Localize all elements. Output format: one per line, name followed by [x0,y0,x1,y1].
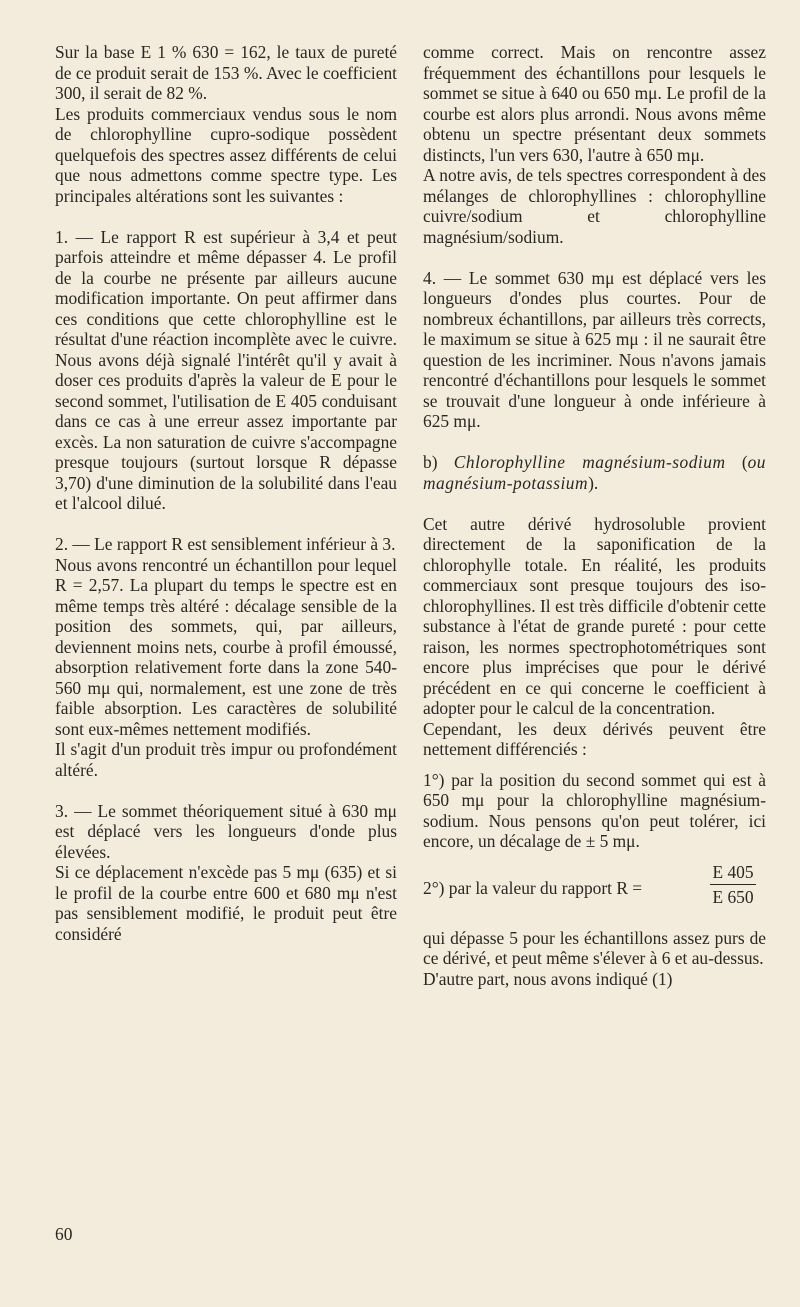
heading-subtitle: ou magnésium-potassium [423,452,766,493]
page-number: 60 [55,1224,73,1244]
heading-open: ( [741,452,748,472]
paragraph: comme correct. Mais on rencontre assez fréquemment des échantillons pour lesquels le sommet se situe à 640 ou 650 mμ. Le profil de la courbe est alors plus arrondi. Nous avons même obtenu un spectre présentant deux sommets distincts, l'un vers 630, l'autre à 650 mμ. [423,42,766,165]
paragraph: 3. — Le sommet théoriquement situé à 630 mμ est déplacé vers les longueurs d'onde plus élevées. [55,800,397,862]
formula-fraction [706,862,760,908]
section-heading [423,452,766,493]
left-column [55,42,397,944]
paragraph: Sur la base E 1 % 630 = 162, le taux de pureté de ce produit serait de 153 %. Avec le coefficient 300, il serait de 82 %. [55,42,397,103]
paragraph: Les produits commerciaux vendus sous le nom de chlorophylline cupro-sodique possèdent quelquefois des spectres assez différents de celui que nous admettons comme spectre type. Les principales altérations sont les suivantes : [55,103,397,206]
paragraph: 4. — Le sommet 630 mμ est déplacé vers les longueurs d'ondes plus courtes. Pour de nombreux échantillons, par ailleurs très corrects, le maximum se situe à 625 mμ : il ne saurait être question de les incriminer. Nous n'avons jamais rencontré d'échantillons pour lesquels le sommet se trouvait d'une longueur à onde inférieure à 625 mμ. [423,267,766,431]
fraction-bar [710,884,756,885]
paragraph: D'autre part, nous avons indiqué (1) [423,968,673,989]
formula-label: 2°) par la valeur du rapport R = [423,877,643,898]
paragraph: Cet autre dérivé hydrosoluble provient directement de la saponification de la chlorophylle totale. En réalité, les produits commerciaux sont presque toujours des iso-chlorophyllines. Il est très difficile d'obtenir cette substance à l'état de grande pureté : pour cette raison, les normes spectrophotométriques sont encore plus imprécises que pour le dérivé précédent en ce qui concerne le coefficient à adopter pour le calcul de la concentration. [423,513,766,718]
right-column [423,42,766,989]
heading-close: ). [588,472,599,493]
heading-title: Chlorophylline magnésium-sodium [453,452,726,472]
heading-prefix: b) [423,452,454,472]
paragraph: Si ce déplacement n'excède pas 5 mμ (635) et si le profil de la courbe entre 600 et 680 mμ n'est pas sensiblement modifié, le produit peut être considéré [55,862,397,944]
paragraph: qui dépasse 5 pour les échantillons assez purs de ce dérivé, et peut même s'élever à 6 et au-dessus. [423,927,766,968]
paragraph: Cependant, les deux dérivés peuvent être nettement différenciés : [423,718,766,759]
paragraph: Nous avons rencontré un échantillon pour lequel R = 2,57. La plupart du temps le spectre est en même temps très altéré : décalage sensible de la position des sommets, qui, par ailleurs, deviennent moins nets, courbe à profil émoussé, absorption relativement forte dans la zone 540-560 mμ qui, normalement, est une zone de très faible absorption. Les caractères de solubilité sont eux-mêmes nettement modifiés. [55,554,397,739]
paragraph: Il s'agit d'un produit très impur ou profondément altéré. [55,739,397,780]
formula-numerator: E 405 [712,861,754,882]
paragraph: 2. — Le rapport R est sensiblement inférieur à 3. [55,534,396,554]
paragraph: 1. — Le rapport R est supérieur à 3,4 et peut parfois atteindre et même dépasser 4. Le profil de la courbe ne présente par ailleurs aucune modification importante. On peut affirmer dans ces conditions que cette chlorophylline est le résultat d'une réaction incomplète avec le cuivre. Nous avons déjà signalé l'intérêt qu'il y avait à doser ces produits d'après la valeur de E pour le second sommet, l'utilisation de E 405 conduisant dans ce cas à une erreur assez importante par excès. La non saturation de cuivre s'accompagne presque toujours (surtout lorsque R dépasse 3,70) d'une diminution de la solubilité dans l'eau et l'alcool dilué. [55,226,397,513]
formula-denominator: E 650 [712,887,754,907]
ratio-formula [423,862,766,918]
paragraph: 1°) par la position du second sommet qui est à 650 mμ pour la chlorophylline magnésium-sodium. Nous pensons qu'on peut tolérer, ici encore, un décalage de ± 5 mμ. [423,769,766,851]
paragraph: A notre avis, de tels spectres correspondent à des mélanges de chlorophyllines : chlorophylline cuivre/sodium et chlorophylline magnésium/sodium. [423,165,766,247]
